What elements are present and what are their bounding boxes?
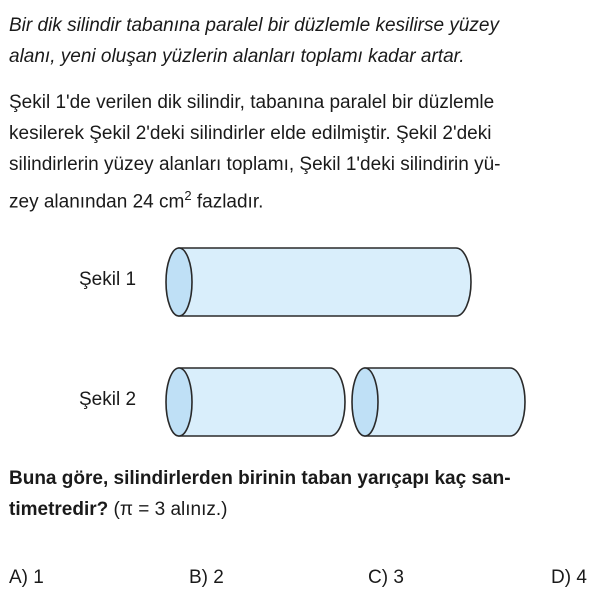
problem-line-2: kesilerek Şekil 2'deki silindirler elde edilmiştir. Şekil 2'deki [9, 123, 492, 144]
problem-line-4 [9, 180, 597, 217]
cylinder-figure-2-right [350, 366, 530, 438]
problem-line-4-end: fazladır. [191, 191, 264, 213]
problem-text [9, 87, 597, 217]
unit-exponent: 2 [184, 188, 192, 203]
question-line-2-bold: timetredir? [9, 499, 109, 520]
cylinder-figure-2-left [164, 366, 349, 438]
figure-2-label: Şekil 2 [79, 389, 137, 410]
cylinder-1-base [166, 248, 192, 316]
intro-text [9, 10, 597, 72]
answer-option-d[interactable]: D) 4 [551, 567, 587, 588]
problem-line-3: silindirlerin yüzey alanları toplamı, Şekil 1'deki silindirin yü- [9, 154, 501, 175]
problem-line-1: Şekil 1'de verilen dik silindir, tabanına paralel bir düzlemle [9, 92, 495, 113]
cylinder-2a-base [166, 368, 192, 436]
cylinder-2a-body [179, 368, 345, 436]
answer-option-a[interactable]: A) 1 [9, 567, 44, 588]
intro-line-2: alanı, yeni oluşan yüzlerin alanları toplamı kadar artar. [9, 46, 465, 67]
cylinder-figure-1 [164, 246, 474, 318]
cylinder-2b-base [352, 368, 378, 436]
question-pi-note: (π = 3 alınız.) [108, 499, 228, 520]
question-text [9, 463, 597, 525]
answer-option-b[interactable]: B) 2 [189, 567, 224, 588]
cylinder-1-body [179, 248, 471, 316]
problem-line-4-start: zey alanından 24 cm [9, 191, 185, 213]
answer-option-c[interactable]: C) 3 [368, 567, 404, 588]
intro-line-1: Bir dik silindir tabanına paralel bir düzlemle kesilirse yüzey [9, 15, 499, 36]
question-line-1: Buna göre, silindirlerden birinin taban yarıçapı kaç san- [9, 468, 511, 489]
cylinder-2b-body [365, 368, 525, 436]
question-line-2 [9, 494, 597, 525]
figure-1-label: Şekil 1 [79, 269, 137, 290]
